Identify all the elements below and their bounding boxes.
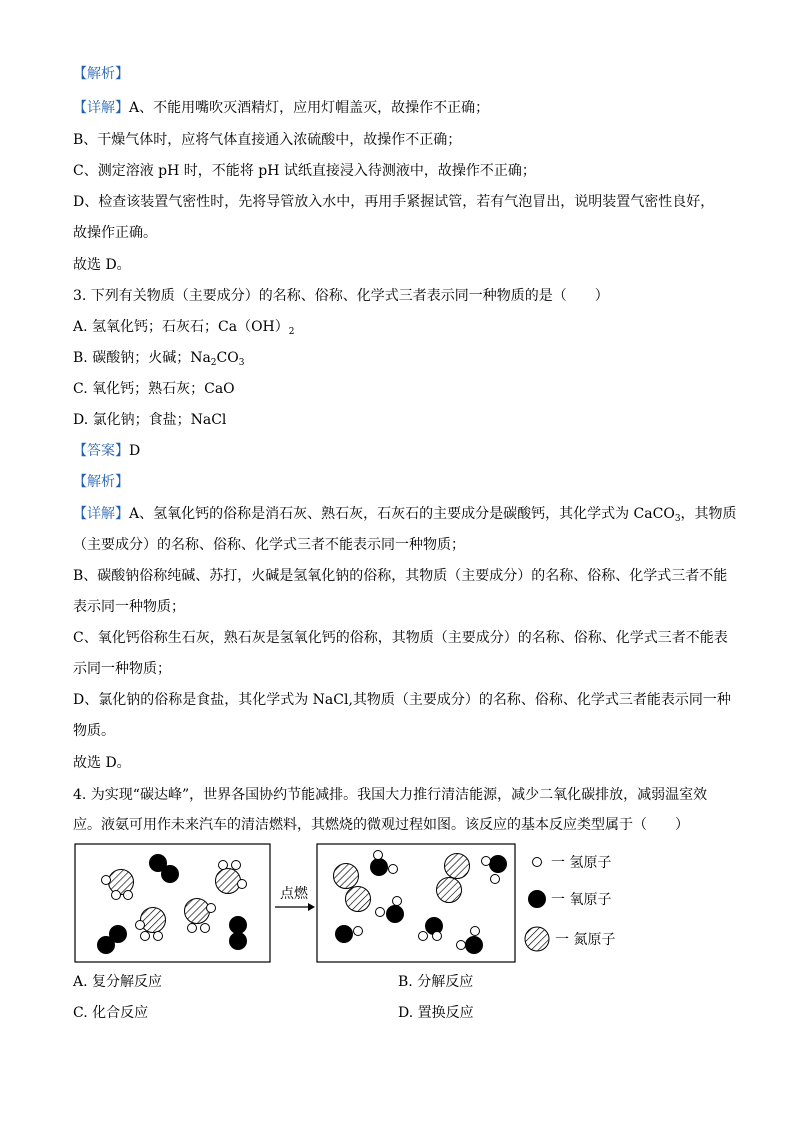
- q3-conclusion: 故选 D。: [73, 755, 131, 771]
- q3-detail-c-line1: C、氧化钙俗称生石灰，熟石灰是氢氧化钙的俗称，其物质（主要成分）的名称、俗称、化学式三者不能表: [73, 630, 728, 646]
- q3-detail-d-line2: 物质。: [73, 723, 115, 739]
- q3-detail-b-line1: B、碳酸钠俗称纯碱、苏打，火碱是氢氧化钠的俗称，其物质（主要成分）的名称、俗称、化学式三者不能: [73, 568, 728, 584]
- q3-option-b: B. 碳酸钠；火碱；$Na_2CO_3$: [73, 350, 245, 368]
- legend: [525, 855, 615, 951]
- legend-hydrogen: 一 氢原子: [551, 855, 612, 871]
- q3-analysis-tag: 【解析】: [73, 474, 129, 490]
- q3-answer: 【答案】D: [73, 443, 141, 459]
- q3-detail-c-line2: 示同一种物质；: [73, 661, 171, 677]
- q3-detail-b-line2: 表示同一种物质；: [73, 599, 185, 615]
- q4-stem-line1: 4. 为实现“碳达峰”，世界各国协约节能减排。我国大力推行清洁能源，减少二氧化碳排放，减弱温室效: [73, 787, 708, 803]
- reaction-diagram: [70, 838, 630, 972]
- analysis-tag: 【解析】: [73, 66, 129, 82]
- q4-option-d: D. 置换反应: [398, 1005, 474, 1021]
- q4-option-b: B. 分解反应: [398, 974, 474, 990]
- legend-nitrogen: 一 氮原子: [555, 932, 616, 948]
- q3-option-a: A. 氢氧化钙；石灰石；$Ca(OH)_2$: [73, 319, 295, 337]
- hydrogen-atom-icon: [533, 858, 542, 867]
- q3-detail-a-line2: （主要成分）的名称、俗称、化学式三者不能表示同一种物质；: [73, 537, 465, 553]
- q4-option-a: A. 复分解反应: [73, 974, 163, 990]
- nitrogen-atom-icon: [525, 927, 549, 951]
- q4-option-c: C. 化合反应: [73, 1005, 149, 1021]
- product-particles: [334, 851, 507, 954]
- arrow-head: [308, 903, 315, 911]
- q2-detail-c: C、测定溶液 pH 时，不能将 pH 试纸直接浸入待测液中，故操作不正确；: [73, 163, 536, 179]
- q2-detail-b: B、干燥气体时，应将气体直接通入浓硫酸中，故操作不正确；: [73, 132, 462, 148]
- legend-oxygen: 一 氧原子: [551, 892, 612, 908]
- q4-stem-line2: 应。液氨可用作未来汽车的清洁燃料，其燃烧的微观过程如图。该反应的基本反应类型属于（ ）: [73, 817, 689, 833]
- q2-conclusion: 故选 D。: [73, 257, 131, 273]
- answer-tag: 【答案】: [73, 443, 129, 459]
- q2-detail-a: 【详解】A、不能用嘴吹灭酒精灯，应用灯帽盖灭，故操作不正确；: [73, 100, 490, 116]
- detail-tag: 【详解】: [73, 100, 129, 116]
- q3-stem: 3. 下列有关物质（主要成分）的名称、俗称、化学式三者表示同一种物质的是（ ）: [73, 288, 609, 304]
- q3-detail-d-line1: D、氯化钠的俗称是食盐，其化学式为 NaCl,其物质（主要成分）的名称、俗称、化学式三者能表示同一种: [73, 692, 731, 708]
- q2-detail-d-line2: 故操作正确。: [73, 225, 157, 241]
- q3-detail-a-line1: 【详解】A、氢氧化钙的俗称是消石灰、熟石灰，石灰石的主要成分是碳酸钙，其化学式为 CaCO$_3$，其物质: [73, 506, 737, 524]
- q3-option-c: C. 氧化钙；熟石灰；CaO: [73, 381, 235, 397]
- q3-option-d: D. 氯化钠；食盐；NaCl: [73, 412, 227, 428]
- q2-detail-d-line1: D、检查该装置气密性时，先将导管放入水中，再用手紧握试管，若有气泡冒出，说明装置气密性良好，: [73, 194, 715, 210]
- detail-tag: 【详解】: [73, 506, 129, 522]
- arrow-label: 点燃: [280, 886, 308, 902]
- reactant-particles: [98, 855, 247, 954]
- oxygen-atom-icon: [529, 891, 546, 908]
